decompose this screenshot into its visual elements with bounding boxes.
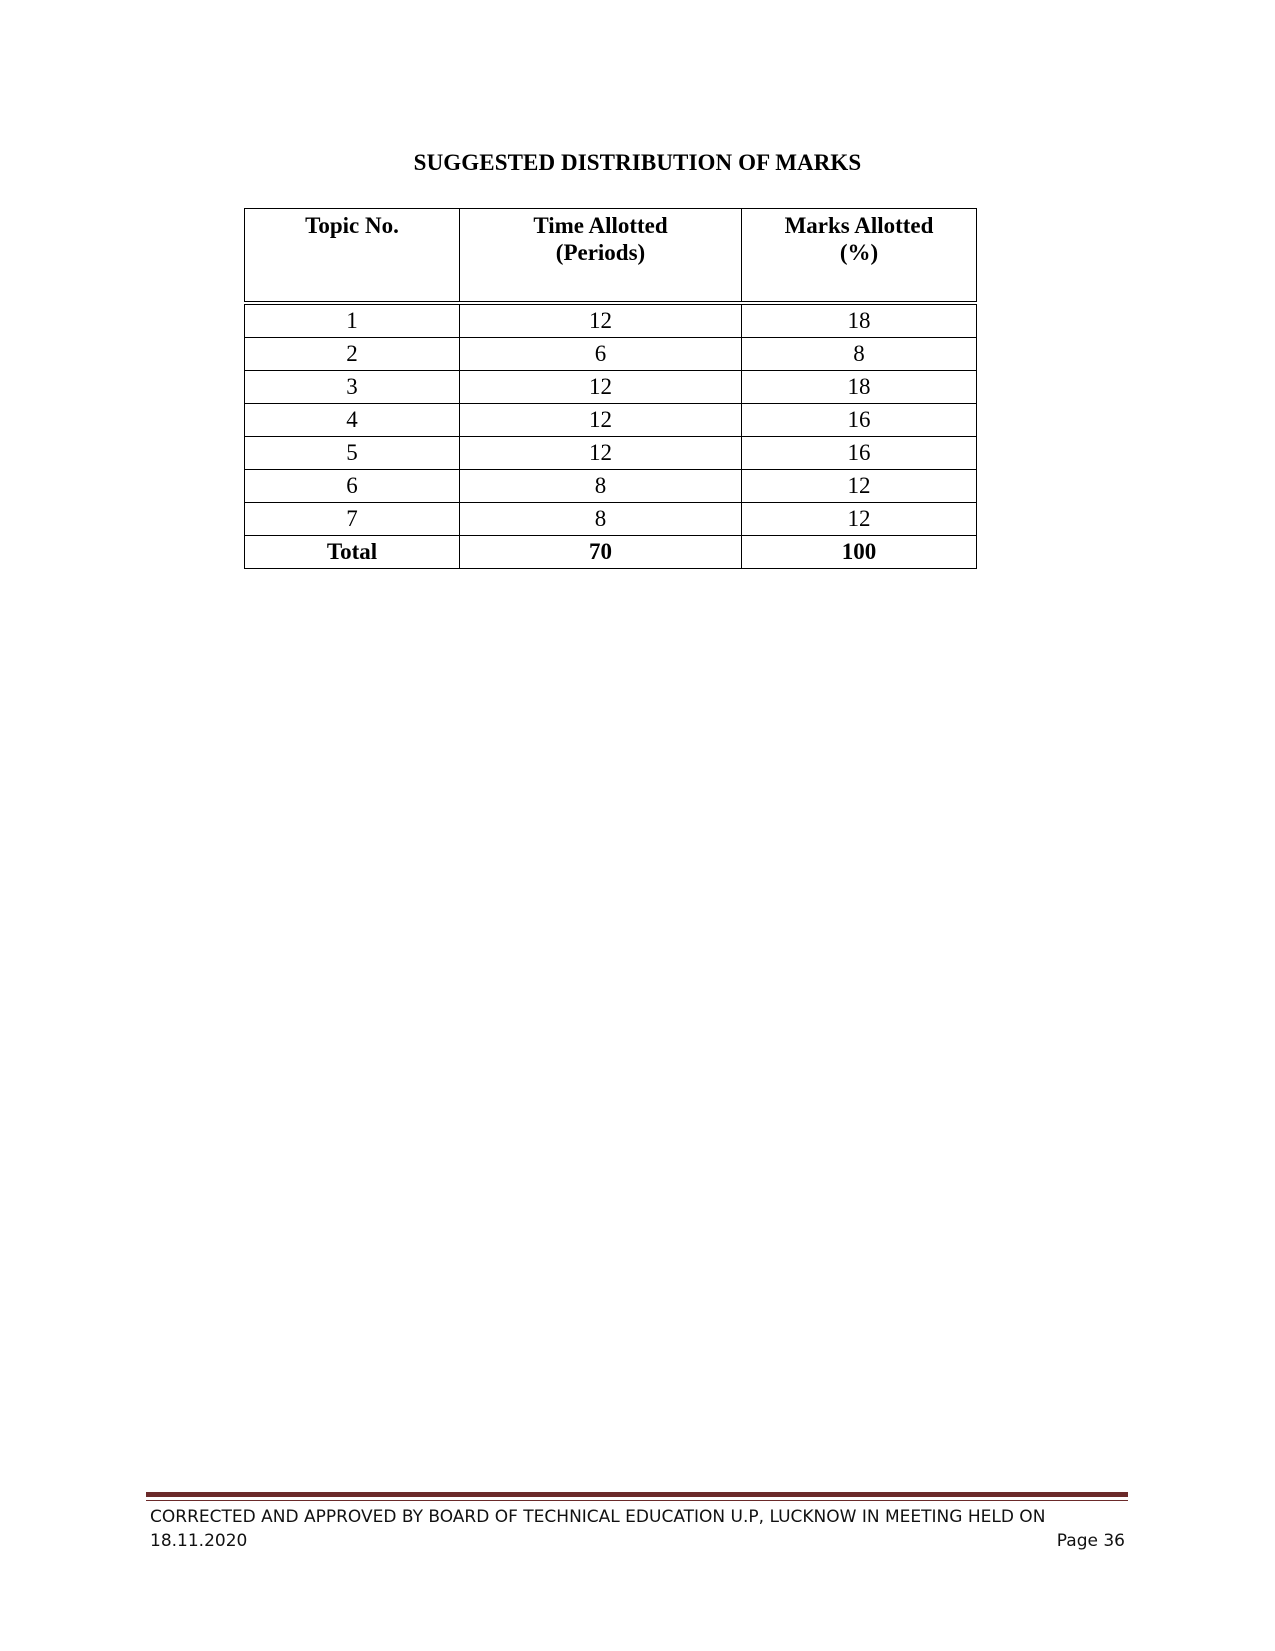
total-marks: 100 xyxy=(742,536,977,569)
table-row xyxy=(245,503,977,536)
footer-date: 18.11.2020 xyxy=(150,1531,248,1551)
footer-divider xyxy=(146,1492,1128,1497)
cell-topic: 4 xyxy=(245,404,460,437)
table-row xyxy=(245,338,977,371)
footer-line2 xyxy=(150,1529,1125,1553)
header-time-line1: Time Allotted xyxy=(533,213,668,238)
table-total-row xyxy=(245,536,977,569)
cell-topic: 6 xyxy=(245,470,460,503)
page-title: SUGGESTED DISTRIBUTION OF MARKS xyxy=(413,150,862,175)
table-row xyxy=(245,303,977,338)
cell-topic: 1 xyxy=(245,303,460,338)
cell-marks: 12 xyxy=(742,503,977,536)
header-marks-allotted xyxy=(742,209,977,304)
cell-marks: 8 xyxy=(742,338,977,371)
table-row xyxy=(245,404,977,437)
table-header-row xyxy=(245,209,977,304)
cell-marks: 12 xyxy=(742,470,977,503)
cell-marks: 16 xyxy=(742,437,977,470)
cell-time: 6 xyxy=(460,338,742,371)
cell-marks: 16 xyxy=(742,404,977,437)
cell-time: 8 xyxy=(460,470,742,503)
header-topic-no xyxy=(245,209,460,304)
header-marks-line1: Marks Allotted xyxy=(784,213,934,238)
page-number: Page 36 xyxy=(1056,1531,1125,1551)
table-row xyxy=(245,470,977,503)
cell-topic: 3 xyxy=(245,371,460,404)
table-row xyxy=(245,437,977,470)
total-time: 70 xyxy=(460,536,742,569)
footer-approval-text: CORRECTED AND APPROVED BY BOARD OF TECHNICAL EDUCATION U.P, LUCKNOW IN MEETING HELD ON xyxy=(150,1507,1046,1527)
total-label: Total xyxy=(245,536,460,569)
cell-time: 12 xyxy=(460,437,742,470)
marks-distribution-table xyxy=(244,208,977,569)
cell-topic: 7 xyxy=(245,503,460,536)
header-topic-label: Topic No. xyxy=(305,213,399,238)
header-time-allotted xyxy=(460,209,742,304)
page-footer xyxy=(150,1505,1125,1553)
header-time-line2: (Periods) xyxy=(555,240,646,265)
table-row xyxy=(245,371,977,404)
footer-divider-thin xyxy=(146,1500,1128,1501)
header-marks-line2: (%) xyxy=(839,240,879,265)
cell-time: 8 xyxy=(460,503,742,536)
cell-topic: 5 xyxy=(245,437,460,470)
cell-time: 12 xyxy=(460,371,742,404)
cell-time: 12 xyxy=(460,303,742,338)
cell-marks: 18 xyxy=(742,303,977,338)
cell-marks: 18 xyxy=(742,371,977,404)
cell-topic: 2 xyxy=(245,338,460,371)
cell-time: 12 xyxy=(460,404,742,437)
